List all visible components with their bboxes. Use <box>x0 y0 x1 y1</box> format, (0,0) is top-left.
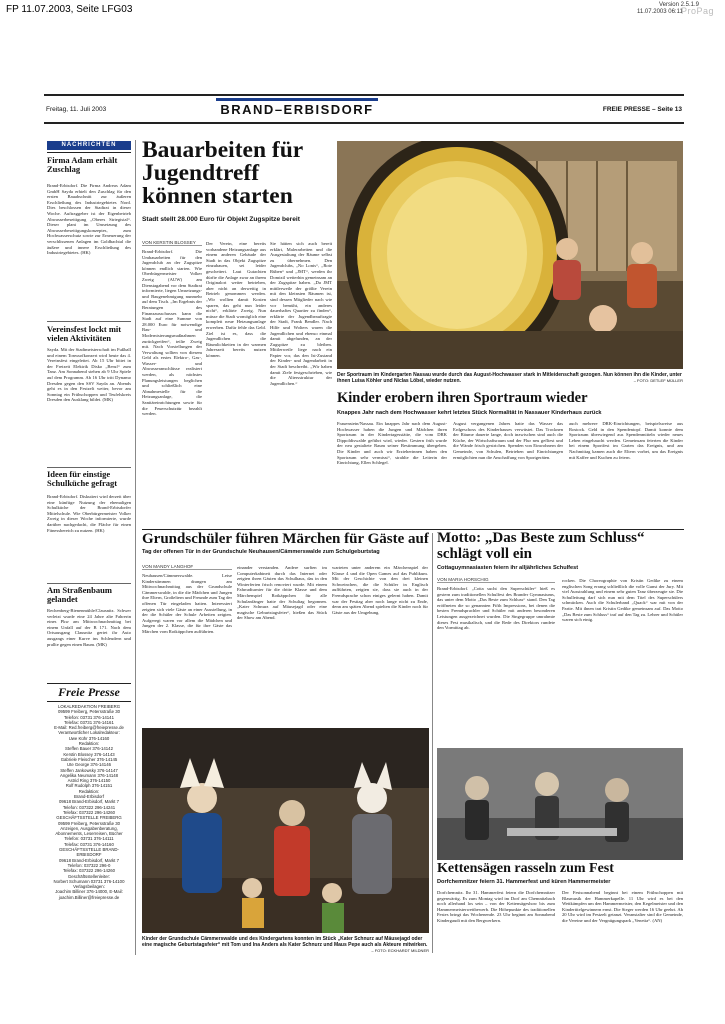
maerchen-col-3: warteten unter anderem ein Märchenspiel der Klasse 4 und die Open Games auf das Publikum. Mit der Geschichte von den drei kleinen Schweinchen, die die Schüler in Englisch aufführten, zeigten sie, dass sie auch in der Fremdsprache schon einiges gelernt haben. Damit war der Festtag aber noch lange nicht zu Ende, denn am späten Abend spielten die Kinder noch für Gäste aus der Umgebung. <box>332 565 428 615</box>
imprint-line: Redaktion: <box>78 741 100 747</box>
sidebar-heading: NACHRICHTEN <box>47 141 131 150</box>
imprint-line: 09599 Freiberg, Petersstraße 30 <box>57 820 121 826</box>
photo-credit: – FOTO: DETLEF MÜLLER <box>633 378 683 383</box>
news-text-1: Brand-Erbisdorf. Die Firma Andreas Adam GmbH Sayda erhielt den Zuschlag für den ersten Bauabschnitt zur äußeren Erschließung des Industriegebietes Nord. Dies beschlossen der Stadtrat in dieser Woche. Auftraggeber ist der Eigenbetrieb Abwasserbeseitigung „Oberes Striegistal“. Dieser plant im Umsetzung des Abwasserbeseitigungskonzeptes, zum Hochwasserschutz sowie zur Erneuerung der verschlissenen Anlagen im Goldbachtal die äußere und innere Erschließung des Industriegebietes. (HK) <box>47 183 131 256</box>
imprint-line: Steffen Bauer 376-14142 <box>65 746 113 752</box>
imprint-line: Verlagsbeilagen: <box>73 884 105 890</box>
news-title-3: Ideen für einstige Schulküche gefragt <box>47 469 118 488</box>
imprint-line: Gabriele Fleischer 376-14145 <box>60 756 118 762</box>
imprint-line: Ute George 376-14146 <box>67 762 111 768</box>
imprint-line: Brand-Erbisdorf <box>73 794 105 800</box>
imprint-line: Kerstin Blossey 376-14143 <box>63 751 115 757</box>
kinder-col-3: auch mehrere DRK-Einrichtungen, beispielsweise aus Rostock. Geld in den Spendentopf. Damit konnte dem Sportraum überwiegend aus Spendenmitteln wieder neues Leben eingehaucht werden. Gemeinsam feierten die Kinder bei einem Sportfest im Garten das Ereignis, und am Nachmittag kamen auch die Eltern vorbei, um das Ereignis mit Kaffee und Kuchen zu feiern. <box>569 421 683 460</box>
imprint-line: Telefax: 03731 376-14160 <box>64 841 114 847</box>
imprint-line: Joachim Billiner 376-14000, E-Mail: joachim.Billiner@freiepresse.de <box>55 889 123 900</box>
print-topline: FP 11.07.2003, Seite LFG03 <box>6 4 133 15</box>
maerchen-byline: VON MANDY LANGHOF <box>142 564 232 570</box>
sidebar-divider <box>47 583 131 584</box>
imprint-line: GESCHÄFTSSTELLE BRAND-ERBISDORF <box>59 847 119 858</box>
lead-col-3: Sie hätten sich auch bereit erklärt, Malerarbeiten und die Ausgestaltung der Räume selbst zu übernehmen. Den Jugendclubs, „No Lonis“, „Rote Rüben“ und „JMT“, werden ihr Domizil weiterhin gemeinsam an der Zugspitze haben. „Da JMT mittlerweile der größte Verein mit den kleinsten Räumen ist, sind dessen Mitglieder nach wie vor bemüht, ein anderes dauerhaftes Quartier zu finden“, erklärte der Jugendbeauftragte der Stadt, Frank Bendler. Nach Hilfe und Wolters waren die Jugendlichen und ebenso einmal damit abgefunden, an der Zugspitze zu bleiben. Mittlerweile liege nach ein Papier vor, das den Ist-Zustand der Kinder- und Jugendarbeit in der Stadt beschreibt. „Wir haben damit Ziele festgeschrieben, wie die Altersstruktur der Jugendlichen.“ <box>270 241 332 386</box>
lead-col-1: Brand-Erbisdorf. Die Umbauarbeiten für den Jugendclub an der Zugspitze können endlich starten. Wie Oberbürgermeister Volker Zweig (AUW) am Dienstagabend vor dem Stadtrat informierte, liegen Umsetzungs- und Baugenehmigung nunmehr auf dem Tisch. „Im Ergebnis der Beratungen des Finanzausschusses kann die Stadt auf eine Summe von 28.000 Euro für notwendige Bau- und Modernisierungsmaßnahmen zurückgreifen“, teilte Zweig mit. Nach Vorstellungen der Verwaltung sollten von diesem Geld als erstes Elektro-, Gas-, Wasser- und Abwasseranschlüsse realisiert werden, als nächstes Planungsleistungen beglichen und schließlich eine Abnahmestelle für die Heizungsanlage, die Sanitäreinrichtungen sowie für die Feuerschutztür bezahlt werden. <box>142 249 202 417</box>
imprint-line: Geschäftsstellenleiter: <box>67 873 111 879</box>
maerchen-col-2: einander verstanden. Andere surften im Computerkabinett durch das Internet oder zeigten ihren Gästen das Schulhaus, das in den Winterferien frisch renoviert wurde. Mit einem Fahrradturnier für die dritte Klasse und dem Märchenspiel Rotkäppchen für alle Schulanfänger hatte der Schultag begonnen. „Kater Schnurz auf Mäusejagd oder eine magische Geburtstagsfeier“, hießen das Stück der Show am Abend. <box>237 565 327 621</box>
imprint-line: E-Mail: Red.freiberg@freiepresse.de <box>54 725 124 731</box>
imprint-line: Steffen Jankowsky 376-14147 <box>60 767 118 773</box>
news-text-4: Rechenberg-Bienenmühle/Clausnitz. Schwer verletzt wurde eine 24 Jahre alte Fahrerin eines Pkw am Mittwochnachmittag bei einem Unfall auf der B 171. Nach dem Ortsausgang Clausnitz geriet ihr Auto ausgangs einer Kurve ins Schleudern und prallte gegen einen Baum. (MK) <box>47 608 131 647</box>
kinder-col-1: Frauenstein/Nassau. Ein knappes Jahr nach dem August-Hochwasser haben die Jungen und Mädchen ihren Sportraum in der Kindertagesstätte, die vom DRK Dippoldiswalde geführt wird, wieder. Gestern früh wurde der neu gestaltete Raum seiner Bestimmung übergeben. Die Kinder und auch wir Erzieherinnen haben den Sportraum sehr vermisst“, strahlte die Leiterin der Einrichtung, Ellen Schlegel. <box>337 421 447 466</box>
lead-subhead: Stadt stellt 28.000 Euro für Objekt Zugspitze bereit <box>142 216 300 223</box>
imprint-line: Rolf Rudolph 376-14151 <box>65 783 113 789</box>
imprint-line: 09618 Brand-Erbisdorf, Markt 7 <box>59 857 119 863</box>
header-top-rule <box>44 94 684 96</box>
imprint-line: 09599 Freiberg, Petersstraße 30 <box>57 709 121 715</box>
column-divider <box>432 533 433 953</box>
imprint-line: 09618 Brand-Erbisdorf, Markt 7 <box>59 799 119 805</box>
news-title-1: Firma Adam erhält Zuschlag <box>47 155 118 174</box>
section-accent-bar <box>216 98 378 101</box>
sportroom-caption: Der Sportraum im Kindergarten Nassau wurde durch das August-Hochwasser stark in Mitleidenschaft gezogen. Nun können ihn die Kinder, unter ihnen Luisa Köhler und Niclas Löbel, wieder nutzen. – FOTO: DETLEF MÜLLER <box>337 372 683 384</box>
sidebar-divider <box>47 321 131 322</box>
motto-col-1: Brand-Erbisdorf. „Cotta sucht den Superschüler“ hieß es gestern zum traditionellen Schulfest des Brander Gymnasiums, das unter dem Motto „Das Beste zum Schluss“ stand. Den Tag eröffneten die so genannten Fifth Impressions, bei denen die besten Fremdsprachler und Schüler mit anderen besonderen Leistungen ausgezeichnet wurden. Die Singegruppe umrahmte dieses Fest musikalisch, und die Rede des Direktors rundete den Vormittag ab. <box>437 586 555 631</box>
lead-byline: VON KERSTIN BLOSSEY <box>142 240 202 246</box>
motto-byline: VON MARIA HORSCHIG <box>437 577 555 583</box>
imprint-line: Telefon: 03731 376-14141 <box>64 714 114 720</box>
header-bottom-rule <box>44 122 684 124</box>
news-title-2: Vereinsfest lockt mit vielen Aktivitäten <box>47 324 122 343</box>
theater-photo <box>142 728 429 933</box>
news-text-2: Sayda. Mit der Stadtmeisterschaft im Fußball und einem Tonwurfkonzert wird heute das 4. Vereinsfest eingeleitet. Ab 15 Uhr bittet in der Freizeit Elektrik Disko „Beruf“ zum Tanz. Am Sonnabend stehen ab 9 Uhr Spiele auf dem Programm. Ab 16 Uhr tritt Dynamo Dresden gegen den SSV Sayda an. Abends geht es in den Festzelt weiter, bevor am Sonntag ein Frühschoppen und Teufelskreis Dresden den Ausklang bildet. (MK) <box>47 347 131 403</box>
imprint-brand: Freie Presse <box>58 685 120 699</box>
lead-headline: Bauarbeiten für Jugendtreff können starten <box>142 137 303 209</box>
imprint-line: Telefon: 03731 376-14111 <box>64 836 114 842</box>
hammerfest-photo <box>437 748 683 860</box>
kette-col-2: Der Festsonnabend beginnt bei einem Frühschoppen mit Blasmusik der Hammerkapelle. 11 Uhr wird es bei den Wettkämpfen um den Hammermeister, den Kegelmeister und den Kindertitelgewinnern ernst. Die Sieger werden 16 Uhr geehrt. Ab 20 Uhr wird im Festzelt getanzt. Veranstalter sind die Gemeinde, die Vereine und der Vergnügungspark „Venetia“. (AN) <box>562 890 683 923</box>
imprint-line: GESCHÄFTSSTELLE FREIBERG <box>56 815 122 821</box>
imprint-line: Verantwortlicher Lokalredakteur: <box>58 730 120 736</box>
imprint-line: Redaktion: <box>78 788 100 794</box>
imprint-line: Telefon: 037322 296-14241 <box>62 804 116 810</box>
imprint-line: Norbert Schumann 03731 376-14100 <box>53 878 125 884</box>
sidebar-rule <box>47 152 131 153</box>
imprint-line: Uwe Kühr 376-14160 <box>68 735 110 741</box>
imprint-line: Anzeigen, Ausgabenberatung, Abonnements, Leserreisen, Bücher <box>55 825 123 837</box>
kinder-col-2: August vergangenen Jahres hatte das Wasser das Erdgeschoss des Kinderhauses verwüstet. Das Trocknen der Räume dauerte lange, doch inzwischen sind auch die Küche, der Wirtschaftsraum und der Flur neu gefliest und die Wände frisch gestrichen. Spenden von Einwohnern der Gemeinde, von Schulen, Betrieben und Einrichtungen ermöglichten nun die Anschaffung von Sportgeräten. <box>453 421 563 460</box>
imprint-rule <box>47 683 131 684</box>
header-date: Freitag, 11. Juli 2003 <box>46 106 107 113</box>
kette-col-1: Dorfchemnitz. Ihr 31. Hammerfest feiern die Dorfchemnitzer gegenwärtig. Es zum Montag wird im Dorf am Chemnitzbach noch allerhand los sein – von der Kettensägeshow bis zum Hammermeisterwettbewerb. Die Höhepunkte des traditionellen Festes bringt das Wochenende. 23 Uhr beginnt am Sonnabend Kindergaudi mit den Bergwerkern. <box>437 890 555 923</box>
theater-caption: Kinder der Grundschule Cämmerswalde und des Kindergartens konnten im Stück „Kater Schnurz auf Mäusejagd oder eine magische Geburtstagsfeier“ mit Tom und Ina Anders als Kater Schnurz und Maus Pepe auch als Akteure mitwirken. – FOTO: ECKHARDT MILDNER <box>142 936 429 953</box>
motto-headline: Motto: „Das Beste zum Schluss“ schlägt voll ein <box>437 530 645 562</box>
kinder-subhead: Knappes Jahr nach dem Hochwasser kehrt letztes Stück Normalität in Nassauer Kinderhaus zurück <box>337 410 602 416</box>
imprint-block <box>47 704 131 900</box>
column-divider <box>135 140 136 955</box>
maerchen-col-1: Neuhausen/Cämmerswalde. Leise Kinderstimmen drangen am Mittwochnachmittag aus der Grundschule Cämmerswalde, in die die Mädchen und Jungen ihre Eltern, Großeltern und Freunde zum Tag der offenen Tür eingeladen hatten. Interessiert zeigten sich viele Gäste an einer Ausstellung, in der die Schüler der Schule Arbeiten zeigten. Aufgeregt waren vor allem die Mädchen und Jungen der 2. Klasse, die für ihre Gäste das Märchen vom Rotkäppchen aufführten. <box>142 573 232 634</box>
motto-col-2: rocken. Die Choreographie von Kristin Gedike zu einem englischen Song errang schließlich die volle Gunst der Jury. Mit viel Ausstrahlung und einem sehr guten Tanz überzeugte sie. Die Schulleitung darf sich nun mit dem Titel des Superschülers schmücken. Auch die Schulerband „Quack“ war mit von der Partie. Mit ihnen trat Kristin Gedike gemeinsam auf. Das Motto „Das Beste zum Schluss“ traf auf den Tag zu. Lehrer und Schüler waren sich einig. <box>562 578 683 623</box>
imprint-line: Telefax: 03731 376-14161 <box>64 719 114 725</box>
lead-col-2: Der Verein, eine bereits vorhandene Heizungsanlage aus einem anderen Gebäude der Stadt in das Objekt Zugspitze einzubauen, sei leider gescheitert. Laut Gutachten dürfte die Anlage zwar an ihrem Originalort weiter betrieben, aber nicht an derweitig in Betrieb genommen werden. „Wir wollten damit Kosten sparen, das geht nun leider nicht“, erklärte Zweig. Nun müsse die Stadt womöglich eine komplett neue Heizungsanlage erwerben. Dafür fehle das Geld. Ziel ist es, dass die Jugendlichen die Räumlichkeiten in der warmen Jahreszeit bereits nutzen können. <box>206 241 266 358</box>
kette-subhead: Dorfchemnitzer feiern 31. Hammerfest und küren Hammermeister <box>437 879 611 885</box>
sportroom-photo <box>337 141 683 369</box>
header-page-info: FREIE PRESSE – Seite 13 <box>602 106 682 113</box>
kette-headline: Kettensägen rasseln zum Fest <box>437 861 614 876</box>
news-text-3: Brand-Erbisdorf. Diskutiert wird derzeit über eine künftige Nutzung der ehemaligen Schulküche der Brand-Erbisdorfer Mittelschule. Wie Oberbürgermeister Volker Zweig in dieser Woche informierte, wurde darüber nachgedacht, die Fläche für einen Fitnessbereich zu nutzen. (HK) <box>47 494 131 533</box>
imprint-rule <box>47 701 131 702</box>
imprint-line: Angelika Neumann 376-14148 <box>59 772 119 778</box>
section-title: BRAND–ERBISDORF <box>220 102 374 117</box>
imprint-line: Telefon: 037322 296-0 <box>67 862 111 868</box>
imprint-line: Astrid Ring 376-14150 <box>67 778 111 784</box>
imprint-line: Telefax: 037322 296-14260 <box>62 868 116 874</box>
version-date: 11.07.2003 06:11 <box>637 9 683 15</box>
imprint-line: Telefax: 037322 296-14260 <box>62 809 116 815</box>
kinder-headline: Kinder erobern ihren Sportraum wieder <box>337 390 588 406</box>
watermark: ProPag <box>681 6 715 16</box>
version-label: Version 2.5.1.9 <box>658 2 699 8</box>
maerchen-subhead: Tag der offenen Tür in der Grundschule Neuhausen/Cämmerswalde zum Schulgeburtstag <box>142 549 380 555</box>
news-title-4: Am Straßenbaum gelandet <box>47 585 112 604</box>
motto-subhead: Cottaguymnasiasten feiern ihr alljährliches Schulfest <box>437 565 579 571</box>
sidebar-divider <box>47 467 131 468</box>
imprint-line: LOKALREDAKTION FREIBERG <box>57 704 121 709</box>
maerchen-headline: Grundschüler führen Märchen für Gäste auf <box>142 531 429 547</box>
photo-credit: – FOTO: ECKHARDT MILDNER <box>371 948 429 953</box>
